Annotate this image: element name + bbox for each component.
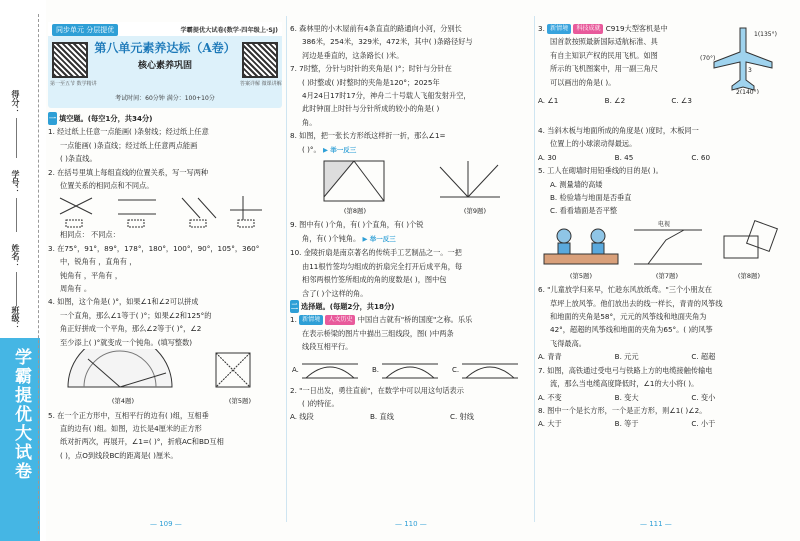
unit-tag: 同步单元 分层提优: [52, 24, 118, 36]
c2-s2-q1-line-d: 线段互相平行。: [302, 342, 353, 352]
c3-q4-line-b: 位置上的小球滚动得最远。: [550, 139, 637, 149]
bridge-option-a[interactable]: A.: [292, 365, 299, 374]
c2-q7-line-d: 此时钟面上时针与分针所成的较小的角是( ): [302, 104, 440, 114]
q3-choices: [538, 94, 738, 107]
q8-choices: [538, 417, 768, 430]
q2-line-figures: [48, 192, 282, 228]
q2-choices: [290, 410, 530, 423]
q4-line-b: 一个直角，那么∠1等于( )°；如果∠2和125°的: [60, 310, 212, 320]
bridge-figures: [290, 354, 530, 384]
page-number-110: — 110 —: [395, 520, 427, 528]
bridge-option-c[interactable]: C.: [452, 365, 460, 374]
column-2: [290, 22, 530, 424]
q4-line-a: 4. 如图，这个角是( )°，如果∠1和∠2可以拼成: [48, 297, 199, 307]
q4-option-c[interactable]: C. 60: [691, 152, 711, 162]
c2-q6-line-a: 6. 森林里的小木屋前有4条直直的路通向小河，分别长: [290, 24, 462, 33]
q8-option-a[interactable]: A. 大于: [538, 419, 562, 429]
c2-s2-q1-line-a: 1. 新情境 人文历史 中国自古就有"桥的国度"之称。乐乐: [290, 315, 473, 325]
binding-sidebar: [0, 0, 46, 541]
score-label: 得分：: [11, 90, 20, 114]
q5-option-c[interactable]: C. 看看墙面是否平整: [550, 206, 618, 216]
bridge-option-b[interactable]: B.: [372, 365, 380, 374]
q5-line-d: ( )，点O到线段BC的距离是( )厘米。: [60, 450, 178, 460]
c3-q3-line-b: 国首款按照最新国际适航标准、具: [550, 37, 658, 47]
c2-q10-line-d: 含了( )个这样的角。: [302, 288, 368, 298]
q3-option-a[interactable]: A. ∠1: [538, 96, 559, 105]
fig9-caption: (第9题): [463, 207, 487, 216]
c3-q7-line-a: 7. 如图，高铁通过受电弓与铁路上方的电缆接触传输电: [538, 365, 713, 375]
c2-s2-q2-line-a: 2. "一日出发，勇往直前"，在数学中可以用这句话表示: [290, 385, 464, 395]
fig5-caption: (第5题): [228, 397, 252, 406]
score-line: [16, 118, 17, 158]
page-number-111: — 111 —: [640, 520, 672, 528]
humanities-tag: 人文历史: [325, 315, 355, 325]
c3-q5-line-a: 5. 工人在砌墙时用铅垂线的目的是( )。: [538, 166, 663, 176]
new-context-tag: 新情境: [299, 315, 323, 325]
c2-q6-line-b: 386米，254米，329米，472米，其中( )条路径好与: [302, 37, 473, 47]
c2-q7-line-c: 4月24日17时17分，神舟二十号载人飞船发射升空，: [302, 91, 471, 101]
page-title: 第八单元素养达标（A卷）: [94, 41, 236, 55]
q4-choices: [538, 151, 768, 164]
c3-q6-line-d: 42°，超超的风筝线和地面的夹角为65°。( )的风筝: [550, 325, 713, 335]
q4-q5-figures: [48, 349, 282, 395]
q3-line-b: 中，锐角有 ，直角有 ，: [60, 257, 137, 267]
c3-q3-line-e: 可以画出的角是( )。: [550, 77, 616, 87]
q6-choices: [538, 350, 768, 363]
q4-option-b[interactable]: B. 45: [614, 152, 634, 162]
q2-line-c: 相同点： 不同点：: [60, 230, 120, 240]
c2-q7-line-e: 角。: [302, 117, 317, 127]
c3-q8-line-a: 8. 图中一个是长方形，一个是正方形，则∠1( )∠2。: [538, 405, 707, 415]
q2-option-a[interactable]: A. 线段: [290, 412, 314, 422]
student-id-line: [16, 198, 17, 232]
c2-q7-line-b: ( )时整或( )时整时的夹角是120°；2025年: [302, 77, 440, 87]
c3-q3-line-d: 所示的飞机图案中，用一副三角尺: [550, 64, 658, 74]
plane-angle-70: (70°): [700, 55, 716, 62]
q4-line-c: 角正好拼成一个平角，那么∠2等于( )°，∠2: [60, 324, 202, 334]
section-2-heading: 二 选择题。(每题2分，共18分): [290, 300, 530, 313]
plane-angle-1: 1(135°): [754, 31, 777, 38]
fig8-caption: (第8题): [343, 207, 367, 216]
student-id-label: 学号：: [11, 170, 20, 194]
c2-s2-q1-line-c: 在表示桥梁的图片中描出三组线段，图( )中两条: [302, 328, 454, 338]
q2-option-b[interactable]: B. 直线: [370, 412, 394, 422]
cut-line: [38, 14, 39, 534]
c2-q10-line-a: 10. 金陵折扇是南京著名的传统手工艺制品之一。一把: [290, 248, 462, 258]
c3-fig5-caption: (第5题): [569, 271, 593, 280]
column-divider-1: [286, 16, 287, 522]
q5-line-c: 纸对折两次，再展开，∠1=( )°，折痕AC和BD互相: [60, 437, 224, 447]
q7-option-a[interactable]: A. 不变: [538, 392, 562, 402]
c2-q10-line-c: 相邻两根竹签所组成的角的度数是( )，图中包: [302, 275, 447, 285]
header-box: [48, 22, 282, 108]
q7-option-c[interactable]: C. 变小: [691, 392, 716, 402]
c2-s2-q2-line-b: ( )的特征。: [302, 398, 339, 408]
q6-option-b[interactable]: B. 元元: [614, 352, 639, 362]
c2-q7-line-a: 7. 7时整，分针与时针的夹角是( )°；时针与分针在: [290, 64, 452, 74]
q4-line-d: 至少添上( )°就变成一个钝角。(填写整数): [60, 337, 193, 347]
c3-q6-line-a: 6. "儿童放学归来早，忙趁东风放纸鸢。"三个小朋友在: [538, 285, 712, 295]
column-1: [48, 22, 282, 462]
q1-line-c: ( )条直线。: [60, 154, 97, 164]
section-1-heading: 一 填空题。(每空1分，共34分): [48, 112, 282, 125]
c2-q8-line-b: ( )°。 ▶ 举一反三: [302, 144, 357, 154]
c3-fig8-caption: (第8题): [737, 271, 761, 280]
q3-line-c: 钝角有 ，平角有 ，: [60, 270, 123, 280]
cable-label: 电视: [658, 220, 671, 228]
c2-q6-line-c: 河边是垂直的，这条路长( )米。: [302, 50, 404, 60]
q8-practice-link[interactable]: ▶ 举一反三: [322, 145, 357, 154]
qr-left-caption: 第一至五节 数学精讲: [50, 81, 97, 87]
q5-line-a: 5. 在一个正方形中，互相平行的边有( )组，互相垂: [48, 410, 209, 420]
q8-option-c[interactable]: C. 小于: [691, 419, 716, 429]
fig4-caption: (第4题): [111, 397, 135, 406]
q6-option-a[interactable]: A. 青青: [538, 352, 562, 362]
q3-option-c[interactable]: C. ∠3: [671, 96, 692, 105]
c3-fig7-caption: (第7题): [655, 271, 679, 280]
c2-q9-line-a: 9. 图中有( )个角，有( )个直角，有( )个锐: [290, 220, 424, 230]
qr-code-left[interactable]: [52, 42, 88, 78]
class-label: 班级：: [11, 306, 20, 330]
q8-option-b[interactable]: B. 等于: [614, 419, 639, 429]
tech-tag: 科技成就: [573, 24, 603, 34]
name-line: [16, 272, 17, 306]
page-subtitle: 核心素养巩固: [137, 61, 192, 71]
qr-right-caption: 答案详解 微课讲解: [240, 81, 282, 87]
q7-option-b[interactable]: B. 变大: [614, 392, 639, 402]
q9-practice-link[interactable]: ▶ 举一反三: [362, 234, 396, 243]
q3-option-b[interactable]: B. ∠2: [604, 96, 626, 105]
q2-option-c[interactable]: C. 射线: [450, 412, 474, 422]
plane-figure: [700, 22, 786, 94]
plane-angle-2: 2(140°): [736, 89, 759, 94]
q1-line-b: 一点能画( )条直线；经过纸上任意两点能画: [60, 140, 198, 150]
q7-choices: [538, 391, 768, 404]
c2-q9-line-b: 角，有( )个钝角。 ▶ 举一反三: [302, 233, 396, 243]
q4-option-a[interactable]: A. 30: [538, 152, 557, 162]
page-number-109: — 109 —: [150, 520, 182, 528]
exam-time: 考试时间：60分钟 满分：100+10分: [115, 95, 215, 102]
c3-q3-line-c: 有自主知识产权的民用飞机。如图: [550, 50, 658, 60]
c3-q3-line-a: 3. 新情境 科技成就 C919大型客机是中: [538, 24, 668, 33]
qr-code-right[interactable]: [242, 42, 278, 78]
q5-line-b: 直的边有( )组。如图，边长是4厘米的正方形: [60, 423, 202, 433]
c3-q7-line-b: 流，那么当电缆高度降低时，∠1的大小将( )。: [550, 379, 699, 389]
c3-q6-line-b: 草坪上放风筝。他们放出去的线一样长，青青的风筝线: [550, 298, 723, 308]
q8-q9-figures: [290, 157, 530, 205]
new-context-tag-2: 新情境: [547, 24, 571, 34]
q3-line-a: 3. 在75°，91°，89°，178°，180°，100°，90°，105°，360°: [48, 243, 260, 253]
q2-line-a: 2. 在括号里填上每组直线的位置关系，写一写两种: [48, 167, 209, 177]
c2-q8-line-a: 8. 如图，把一张长方形纸这样折一折，那么∠1=: [290, 131, 446, 141]
c3-q6-line-c: 和地面的夹角是58°，元元的风筝线和地面夹角为: [550, 312, 707, 322]
q6-option-c[interactable]: C. 超超: [691, 352, 716, 362]
column-divider-2: [534, 16, 535, 522]
q5-option-a[interactable]: A. 测量墙的高矮: [550, 179, 603, 189]
q1-line-a: 1. 经过纸上任意一点能画( )条射线；经过纸上任意: [48, 127, 209, 137]
name-label: 姓名：: [11, 244, 20, 268]
c3-q4-line-a: 4. 当斜木板与地面所成的角度是( )度时，木板同一: [538, 126, 699, 135]
brand-strip-text: 学霸提优大试卷: [11, 348, 31, 481]
q5-q7-q8-figures: [538, 218, 788, 270]
c3-q6-line-e: 飞得最高。: [550, 338, 586, 348]
c2-q10-line-b: 由11根竹签均匀组成的折扇完全打开后成平角，每: [302, 261, 463, 271]
q3-line-d: 周角有 。: [60, 284, 92, 294]
plane-angle-3: 3: [748, 67, 752, 74]
column-3: [538, 22, 788, 431]
q2-line-b: 位置关系的相同点和不同点。: [60, 181, 154, 191]
q5-option-b[interactable]: B. 检验墙与地面是否垂直: [550, 193, 632, 203]
book-title: 学霸提优大试卷(数学·四年级上·SJ): [180, 27, 278, 34]
